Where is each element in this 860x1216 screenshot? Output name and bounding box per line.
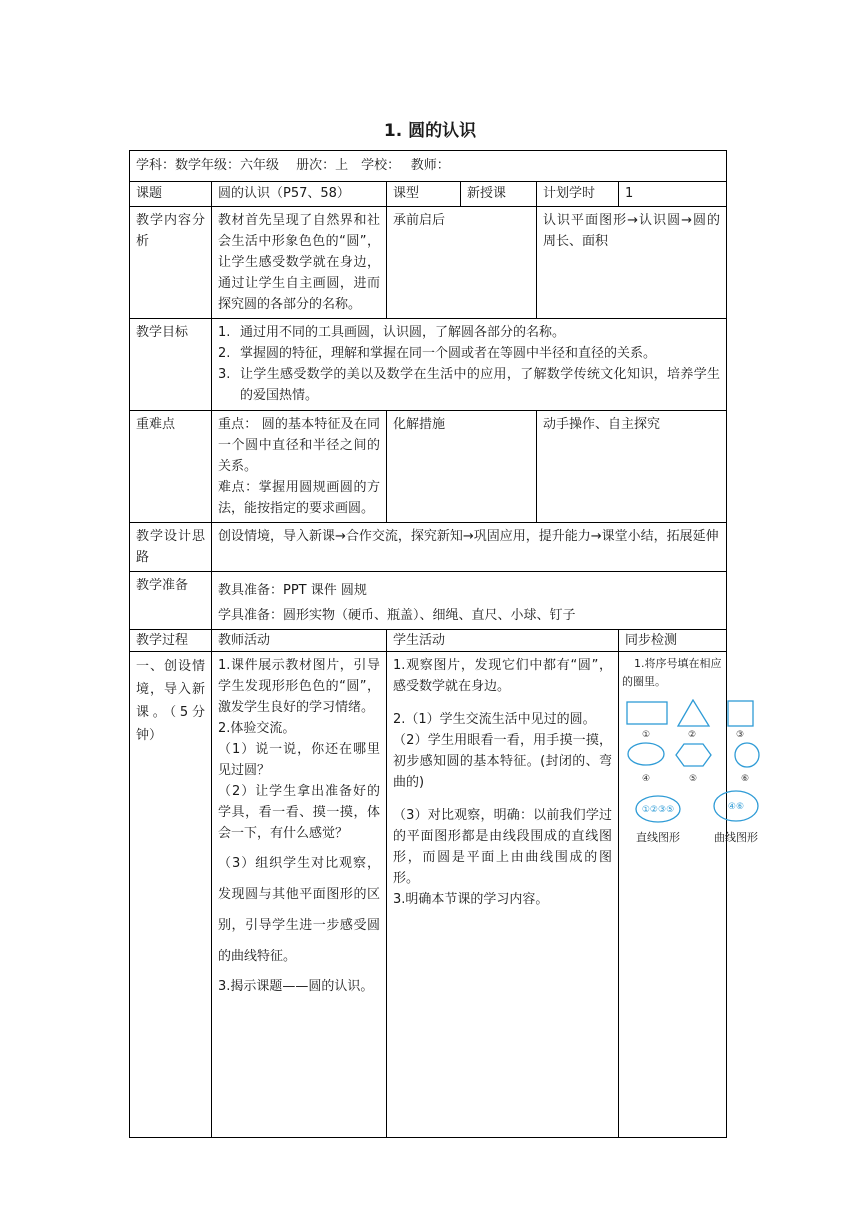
shape-label: ⑤ (688, 774, 698, 784)
design-value: 创设情境，导入新课→合作交流，探究新知→巩固应用，提升能力→课堂小结，拓展延伸 (212, 523, 727, 572)
student-step: （2）学生用眼看一看，用手摸一摸，初步感知圆的基本特征。(封闭的、弯曲的) (393, 733, 612, 790)
student-prep: 学具准备：圆形实物（硬币、瓶盖）、细绳、直尺、小球、钉子 (218, 608, 576, 623)
student-step: （3）对比观察，明确：以前我们学过的平面图形都是由线段围成的直线图形，而圆是平面上由曲线围成的图形。 (393, 808, 612, 886)
student-step: 2.（1）学生交流生活中见过的圆。 (393, 712, 596, 727)
goals-row (130, 319, 727, 411)
lesson-type-value: 新授课 (461, 182, 537, 207)
process-col-check: 同步检测 (619, 630, 727, 652)
analysis-value: 教材首先呈现了自然界和社会生活中形象色色的“圆”，让学生感受数学就在身边，通过让学生自主画圆，进而探究圆的各部分的名称。 (212, 207, 387, 319)
header-row (130, 151, 727, 182)
student-activity (387, 652, 619, 1138)
sync-check (619, 652, 758, 1138)
measure-label: 化解措施 (387, 411, 537, 523)
page-title: 1. 圆的认识 (383, 121, 477, 141)
goal-item: 2. 掌握圆的特征，理解和掌握在同一个圆或者在等圆中半径和直径的关系。 (218, 346, 657, 361)
prep-label: 教学准备 (130, 572, 212, 630)
teacher-step: （3）组织学生对比观察，发现圆与其他平面图形的区别，引导学生进一步感受圆的曲线特征。 (218, 856, 380, 964)
goals-label: 教学目标 (130, 319, 212, 411)
goals-list (212, 319, 727, 411)
prep-row (130, 572, 727, 630)
analysis-label: 教学内容分析 (130, 207, 212, 319)
hexagon-shape (676, 744, 711, 766)
shape-label: ④ (641, 774, 651, 784)
shape-label: ⑥ (740, 774, 750, 784)
process-header-row (130, 630, 727, 652)
shape-label: ③ (735, 730, 745, 740)
shape-label: ① (641, 730, 651, 740)
teacher-step: （1）说一说，你还在哪里见过圆？ (218, 742, 380, 778)
key-points-label: 重难点 (130, 411, 212, 523)
analysis-row (130, 207, 727, 319)
design-row (130, 523, 727, 572)
topic-label: 课题 (130, 182, 212, 207)
goal-item: 1. 通过用不同的工具画圆，认识圆，了解圆各部分的名称。 (218, 325, 566, 340)
process-col-teacher: 教师活动 (212, 630, 387, 652)
link-value: 认识平面图形→认识圆→圆的周长、面积 (537, 207, 727, 319)
shape-label: ② (687, 730, 697, 740)
hours-label: 计划学时 (537, 182, 619, 207)
process-row (130, 652, 727, 1138)
measure-value: 动手操作、自主探究 (537, 411, 727, 523)
subject-info: 学科：数学年级：六年级 册次：上 学校： 教师： (130, 151, 727, 182)
rectangle-shape (627, 702, 667, 724)
key-points-content (212, 411, 387, 523)
check-question: 1.将序号填在相应的圈里。 (622, 657, 722, 688)
teacher-prep: 教具准备：PPT 课件 圆规 (218, 583, 367, 598)
shape-exercise-figure (622, 699, 772, 849)
lesson-type-label: 课型 (387, 182, 461, 207)
process-col-stage: 教学过程 (130, 630, 212, 652)
student-step: 1.观察图片，发现它们中都有“圆”，感受数学就在身边。 (393, 658, 612, 694)
process-col-student: 学生活动 (387, 630, 619, 652)
key-points-row (130, 411, 727, 523)
circle-shape (735, 743, 759, 767)
teacher-step: 1.课件展示教材图片，引导学生发现形形色色的“圆”，激发学生良好的学习情绪。 (218, 658, 380, 715)
hours-value: 1 (619, 182, 727, 207)
stage-name: 一、创设情境，导入新课。（5分钟） (130, 652, 212, 1138)
caption-curved: 曲线图形 (714, 831, 758, 844)
teacher-step: 2.体验交流。 (218, 721, 296, 736)
topic-row (130, 182, 727, 207)
prep-content (212, 572, 727, 630)
teacher-step: （2）让学生拿出准备好的学具，看一看、摸一摸，体会一下，有什么感觉？ (218, 784, 380, 841)
difficulty-point: 难点：掌握用圆规画圆的方法，能按指定的要求画圆。 (218, 480, 380, 516)
design-label: 教学设计思路 (130, 523, 212, 572)
square-shape (728, 701, 753, 726)
goal-item: 3. 让学生感受数学的美以及数学在生活中的应用，了解数学传统文化知识，培养学生的爱国热情。 (218, 367, 721, 403)
key-point: 重点： 圆的基本特征及在同一个圆中直径和半径之间的关系。 (218, 417, 380, 474)
lesson-plan-table (129, 150, 758, 1138)
caption-straight: 直线图形 (636, 831, 680, 844)
topic-value: 圆的认识（P57、58） (212, 182, 387, 207)
ellipse-shape (628, 743, 664, 765)
teacher-activity (212, 652, 387, 1138)
link-label: 承前启后 (387, 207, 537, 319)
answer-group-1: ①②③⑤ (641, 805, 675, 815)
student-step: 3.明确本节课的学习内容。 (393, 892, 549, 907)
answer-group-2: ④⑥ (727, 802, 745, 812)
teacher-step: 3.揭示课题——圆的认识。 (218, 979, 374, 994)
triangle-shape (678, 700, 709, 726)
